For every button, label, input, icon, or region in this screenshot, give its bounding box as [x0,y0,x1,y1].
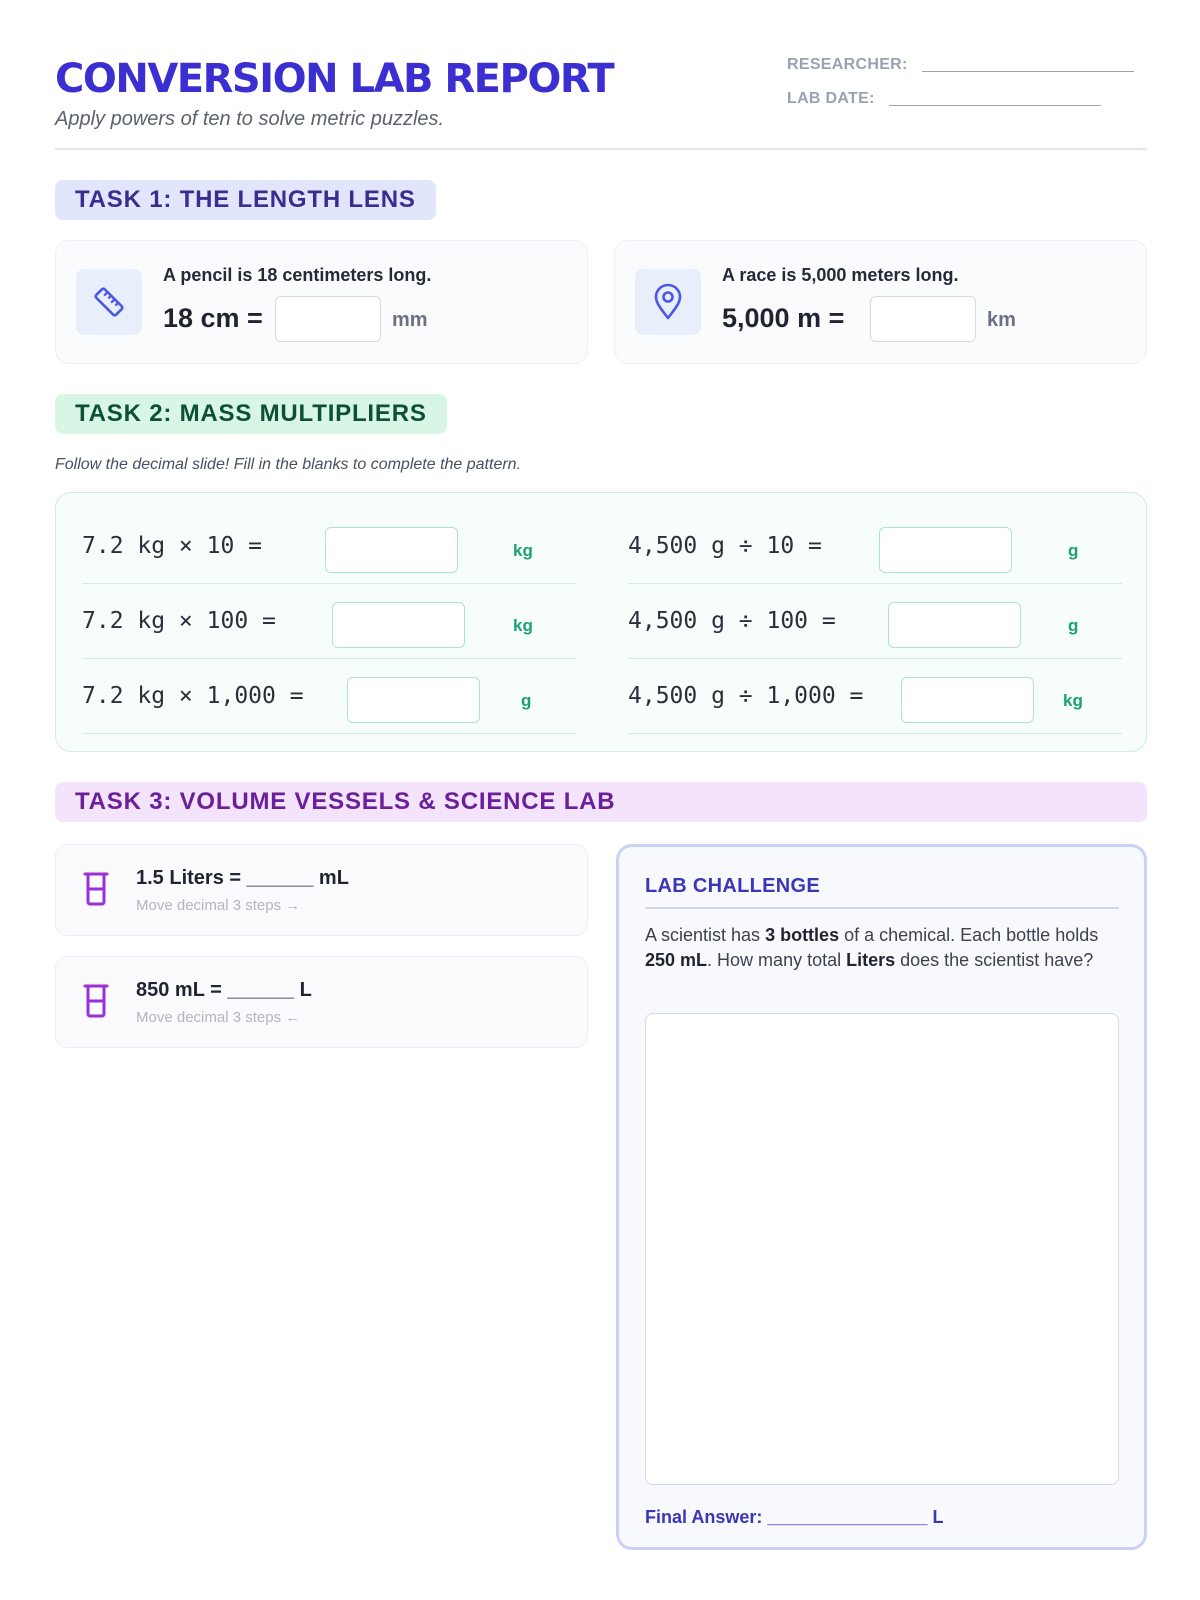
pencil-answer-input[interactable] [275,296,381,342]
mass-panel [55,492,1147,752]
final-answer-line[interactable]: Final Answer: ________________ L [645,1507,944,1527]
mass-row [628,584,1122,659]
mass-unit: g [1068,541,1079,560]
page-title: CONVERSION LAB REPORT [55,56,614,102]
mass-row [82,659,576,734]
mass-answer-input[interactable] [332,602,465,648]
mass-expression: 4,500 g ÷ 10 = [628,533,822,559]
mass-row [82,584,576,659]
liters-hint: Move decimal 3 steps → [136,897,301,914]
mass-unit: kg [513,541,533,560]
mass-expression: 4,500 g ÷ 100 = [628,608,836,634]
lab-work-area[interactable] [645,1013,1119,1485]
mass-answer-input[interactable] [879,527,1012,573]
ruler-icon [76,269,142,335]
race-prompt: A race is 5,000 meters long. [722,265,959,285]
mass-answer-input[interactable] [347,677,480,723]
map-pin-icon [635,269,701,335]
mass-row [628,509,1122,584]
header-divider [55,148,1147,150]
race-answer-input[interactable] [870,296,976,342]
length-card-pencil [55,240,588,364]
milliliters-hint: Move decimal 3 steps ← [136,1009,301,1026]
volume-card-liters [55,844,588,936]
length-card-race [614,240,1147,364]
pencil-prompt: A pencil is 18 centimeters long. [163,265,432,285]
mass-row [628,659,1122,734]
lab-challenge-text: A scientist has 3 bottles of a chemical. Each bottle holds 250 mL. How many total Liters does the scientist have? [645,925,1099,970]
mass-unit: g [521,691,532,710]
mass-answer-input[interactable] [325,527,458,573]
mass-answer-input[interactable] [901,677,1034,723]
mass-expression: 7.2 kg × 100 = [82,608,276,634]
lab-date-field [787,90,1101,108]
mass-answer-input[interactable] [888,602,1021,648]
milliliters-question: 850 mL = ______ L [136,979,312,1001]
race-unit: km [987,309,1016,331]
mass-unit: kg [513,616,533,635]
lab-challenge-title: LAB CHALLENGE [645,875,821,897]
lab-challenge-panel [616,844,1147,1550]
mass-unit: g [1068,616,1079,635]
researcher-label: RESEARCHER: [787,56,908,73]
volume-card-milliliters [55,956,588,1048]
pencil-unit: mm [392,309,428,331]
task2-heading: TASK 2: MASS MULTIPLIERS [55,394,447,434]
page-subtitle: Apply powers of ten to solve metric puzzles. [55,108,445,130]
beaker-icon [82,983,110,1024]
researcher-field [787,56,1134,74]
mass-expression: 4,500 g ÷ 1,000 = [628,683,864,709]
beaker-icon [82,871,110,912]
lab-date-line[interactable] [889,105,1101,106]
task3-heading: TASK 3: VOLUME VESSELS & SCIENCE LAB [55,782,1147,822]
researcher-line[interactable] [922,71,1134,72]
race-expression: 5,000 m = [722,303,845,333]
mass-expression: 7.2 kg × 10 = [82,533,263,559]
pencil-expression: 18 cm = [163,303,263,333]
lab-date-label: LAB DATE: [787,90,875,107]
liters-question: 1.5 Liters = ______ mL [136,867,349,889]
task1-heading: TASK 1: THE LENGTH LENS [55,180,436,220]
mass-expression: 7.2 kg × 1,000 = [82,683,304,709]
mass-row [82,509,576,584]
mass-unit: kg [1063,691,1083,710]
task2-instructions: Follow the decimal slide! Fill in the blanks to complete the pattern. [55,456,522,473]
lab-challenge-divider [645,907,1119,909]
